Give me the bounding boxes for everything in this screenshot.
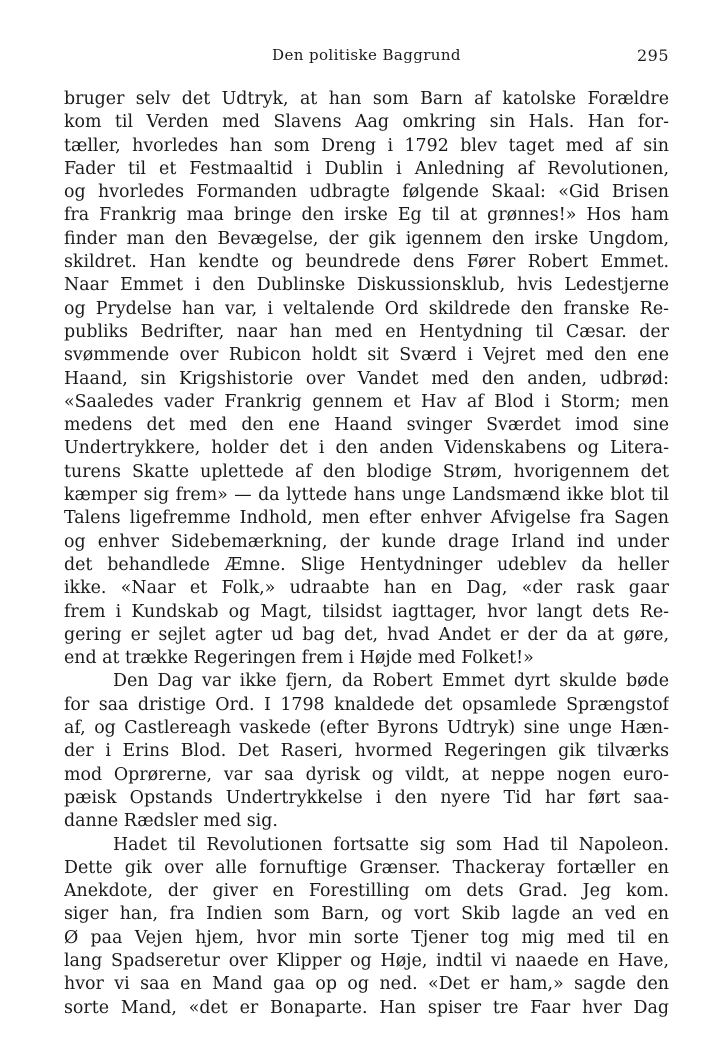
text-line: Haand, sin Krigshistorie over Vandet med den anden, udbrød: — [64, 368, 669, 389]
body-text — [64, 88, 669, 1020]
text-line: gering er sejlet agter ud bag det, hvad Andet er der da at gøre, — [64, 624, 669, 645]
text-line: end at trække Regeringen frem i Højde med Folket!» — [64, 648, 534, 669]
text-line: Fader til et Festmaaltid i Dublin i Anledning af Revolutionen, — [64, 158, 669, 179]
text-line: ikke. «Naar et Folk,» udraabte han en Dag, «der rask gaar — [64, 578, 669, 599]
text-line: og enhver Sidebemærkning, der kunde drage Irland ind under — [64, 531, 669, 552]
text-line: frem i Kundskab og Magt, tilsidst iagttager, hvor langt dets Re- — [64, 601, 669, 622]
text-line: Naar Emmet i den Dublinske Diskussionsklub, hvis Ledestjerne — [64, 275, 669, 296]
text-line: «Saaledes vader Frankrig gennem et Hav af Blod i Storm; men — [64, 391, 669, 412]
text-line: bruger selv det Udtryk, at han som Barn af katolske Forældre — [64, 89, 669, 109]
text-line: for saa dristige Ord. I 1798 knaldede det opsamlede Sprængstof — [64, 694, 669, 715]
text-line: Talens ligefremme Indhold, men efter enhver Afvigelse fra Sagen — [64, 508, 669, 529]
text-line: fra Frankrig maa bringe den irske Eg til at grønnes!» Hos ham — [64, 205, 669, 226]
text-line: Undertrykkere, holder det i den anden Videnskabens og Litera- — [64, 438, 669, 459]
text-line: hvor vi saa en Mand gaa op og ned. «Det er ham,» sagde den — [64, 974, 669, 995]
text-line: kæmper sig frem» — da lyttede hans unge Landsmænd ikke blot til — [64, 485, 669, 506]
text-line: publiks Bedrifter, naar han med en Hentydning til Cæsar. der — [64, 321, 669, 342]
text-line: skildret. Han kendte og beundrede dens Fører Robert Emmet. — [64, 252, 669, 273]
text-line: tæller, hvorledes han som Dreng i 1792 blev taget med af sin — [64, 135, 669, 156]
text-line: lang Spadseretur over Klipper og Høje, indtil vi naaede en Have, — [64, 950, 669, 971]
text-line: der i Erins Blod. Det Raseri, hvormed Regeringen gik tilværks — [64, 741, 669, 762]
text-line: mod Oprørerne, var saa dyrisk og vildt, at neppe nogen euro- — [64, 764, 669, 785]
text-line: pæisk Opstands Undertrykkelse i den nyere Tid har ført saa- — [64, 787, 669, 808]
text-line: turens Skatte uplettede af den blodige Strøm, hvorigennem det — [64, 461, 669, 482]
text-line: Ø paa Vejen hjem, hvor min sorte Tjener tog mig med til en — [64, 927, 669, 948]
page-number: 295 — [636, 46, 669, 65]
text-line: svømmende over Rubicon holdt sit Sværd i Vejret med den ene — [64, 345, 669, 366]
text-line: og Prydelse han var, i veltalende Ord skildrede den franske Re- — [64, 298, 669, 319]
text-line: medens det med den ene Haand svinger Sværdet imod sine — [64, 415, 669, 436]
text-line: sorte Mand, «det er Bonaparte. Han spiser tre Faar hver Dag — [64, 997, 669, 1018]
text-line: finder man den Bevægelse, der gik igennem den irske Ungdom, — [64, 228, 669, 249]
text-line: af, og Castlereagh vaskede (efter Byrons Udtryk) sine unge Hæn- — [64, 718, 669, 739]
text-line: det behandlede Æmne. Slige Hentydninger udeblev da heller — [64, 554, 669, 575]
text-line: Hadet til Revolutionen fortsatte sig som Had til Napoleon. — [113, 834, 669, 855]
running-head — [64, 46, 669, 76]
text-line: kom til Verden med Slavens Aag omkring sin Hals. Han for- — [64, 112, 669, 133]
text-line: danne Rædsler med sig. — [64, 811, 278, 832]
text-line: Anekdote, der giver en Forestilling om dets Grad. Jeg kom. — [64, 881, 669, 902]
text-line: siger han, fra Indien som Barn, og vort Skib lagde an ved en — [64, 904, 669, 925]
running-title: Den politiske Baggrund — [272, 46, 461, 64]
text-line: og hvorledes Formanden udbragte følgende Skaal: «Gid Brisen — [64, 182, 669, 203]
text-line: Den Dag var ikke fjern, da Robert Emmet dyrt skulde bøde — [113, 671, 669, 692]
text-line: Dette gik over alle fornuftige Grænser. Thackeray fortæller en — [64, 857, 669, 878]
